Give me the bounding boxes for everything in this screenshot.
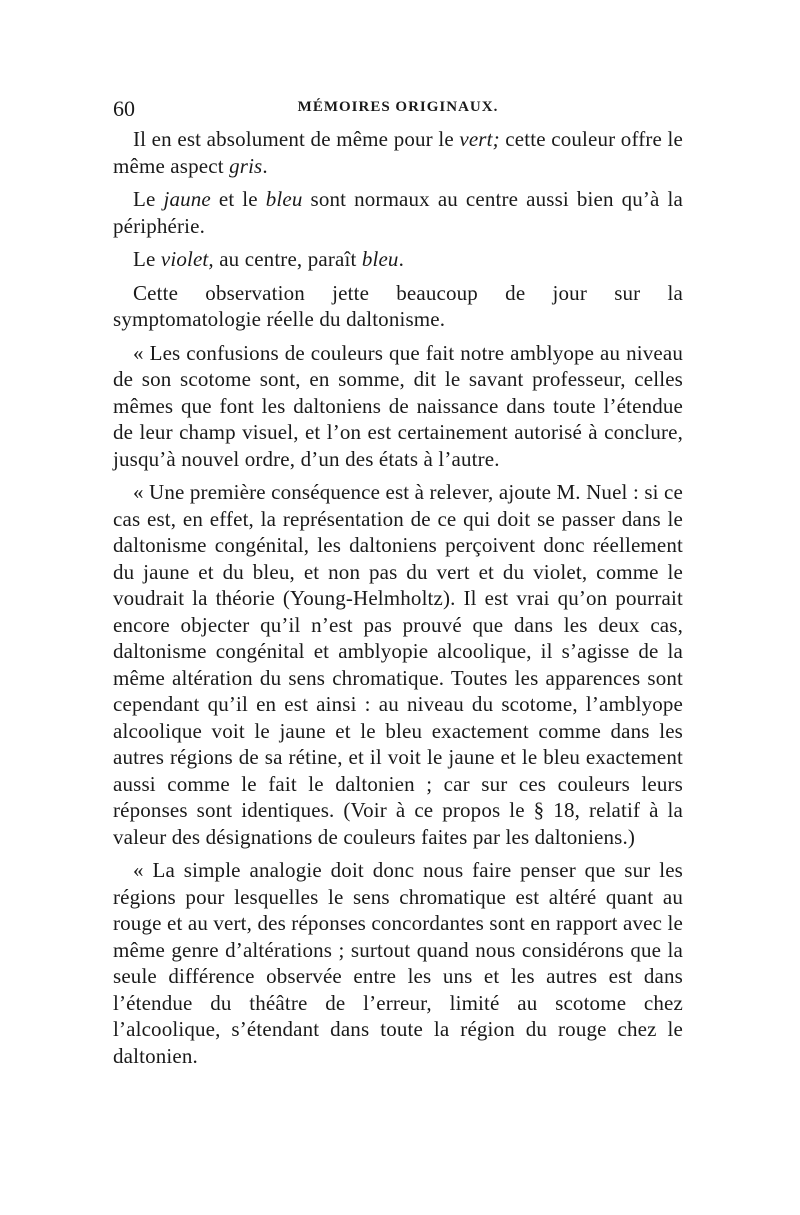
paragraph-quote-analogie: « La simple analogie doit donc nous faire penser que sur les régions pour lesquelles le sens chromatique est altéré quant au rouge et au vert, des réponses concordantes sont en rapport avec le même genre d’altérations ; surtout quand nous considérons que la seule différence observée entre les uns et les autres est dans l’étendue du théâtre de l’erreur, limité au scotome chez l’alcoolique, s’étendant dans toute la région du rouge chez le daltonien. <box>113 858 683 1068</box>
italic-term: gris <box>229 153 263 178</box>
italic-term: violet, <box>160 247 214 271</box>
text-run: . <box>262 153 268 178</box>
text-run: . <box>398 247 404 271</box>
paragraph-quote-confusions: « Les confusions de couleurs que fait notre amblyope au niveau de son scotome sont, en somme, dit le savant professeur, celles mêmes que font les daltoniens de naissance dans toute l’étendue de leur champ visuel, et l’on est certainement autorisé à conclure, jusqu’à nouvel ordre, d’un des états à l’autre. <box>113 340 683 471</box>
italic-term: bleu <box>361 247 399 271</box>
paragraph-quote-consequence: « Une première conséquence est à relever, ajoute M. Nuel : si ce cas est, en effet, la représentation de ce qui doit se passer dans le daltonisme congénital, les daltoniens perçoivent donc réellement du jaune et du bleu, et non pas du vert et du violet, comme le voudrait la théorie (Young-Helmholtz). Il est vrai qu’on pourrait encore objecter qu’il n’est pas prouvé que dans les deux cas, daltonisme congénital et amblyopie alcoolique, il s’agisse de la même altération du sens chromatique. Toutes les apparences sont cependant qu’il en est ainsi : au niveau du scotome, l’amblyope alcoolique voit le jaune et le bleu exactement comme dans les autres régions de sa rétine, et il voit le jaune et le bleu exactement aussi comme le fait le daltonien ; car sur ces couleurs leurs réponses sont identiques. (Voir à ce propos le § 18, relatif à la valeur des désignations de couleurs faites par les daltoniens.) <box>113 480 683 849</box>
text-run: Il en est absolument de même pour le <box>133 127 460 151</box>
paragraph-vert <box>113 126 683 179</box>
text-run: et le <box>210 187 266 211</box>
italic-term: jaune <box>163 187 211 211</box>
text-run: cette couleur offre le même aspect <box>113 127 683 178</box>
text-run: Le <box>133 187 164 211</box>
paragraph-observation: Cette observation jette beaucoup de jour sur la symptomatologie réelle du daltonisme. <box>113 280 683 331</box>
paragraph-jaune-bleu <box>113 186 683 239</box>
italic-term: vert; <box>459 127 500 151</box>
text-run: sont normaux au centre aussi bien qu’à la périphérie. <box>113 187 683 238</box>
body-text <box>113 126 683 1069</box>
italic-term: bleu <box>265 187 303 211</box>
page-number: 60 <box>113 96 135 121</box>
book-page <box>113 96 683 1076</box>
running-head <box>113 96 683 126</box>
running-title: MÉMOIRES ORIGINAUX. <box>297 99 499 115</box>
text-run: Le <box>133 247 161 271</box>
text-run: au centre, paraît <box>213 247 362 271</box>
paragraph-violet <box>113 246 683 273</box>
